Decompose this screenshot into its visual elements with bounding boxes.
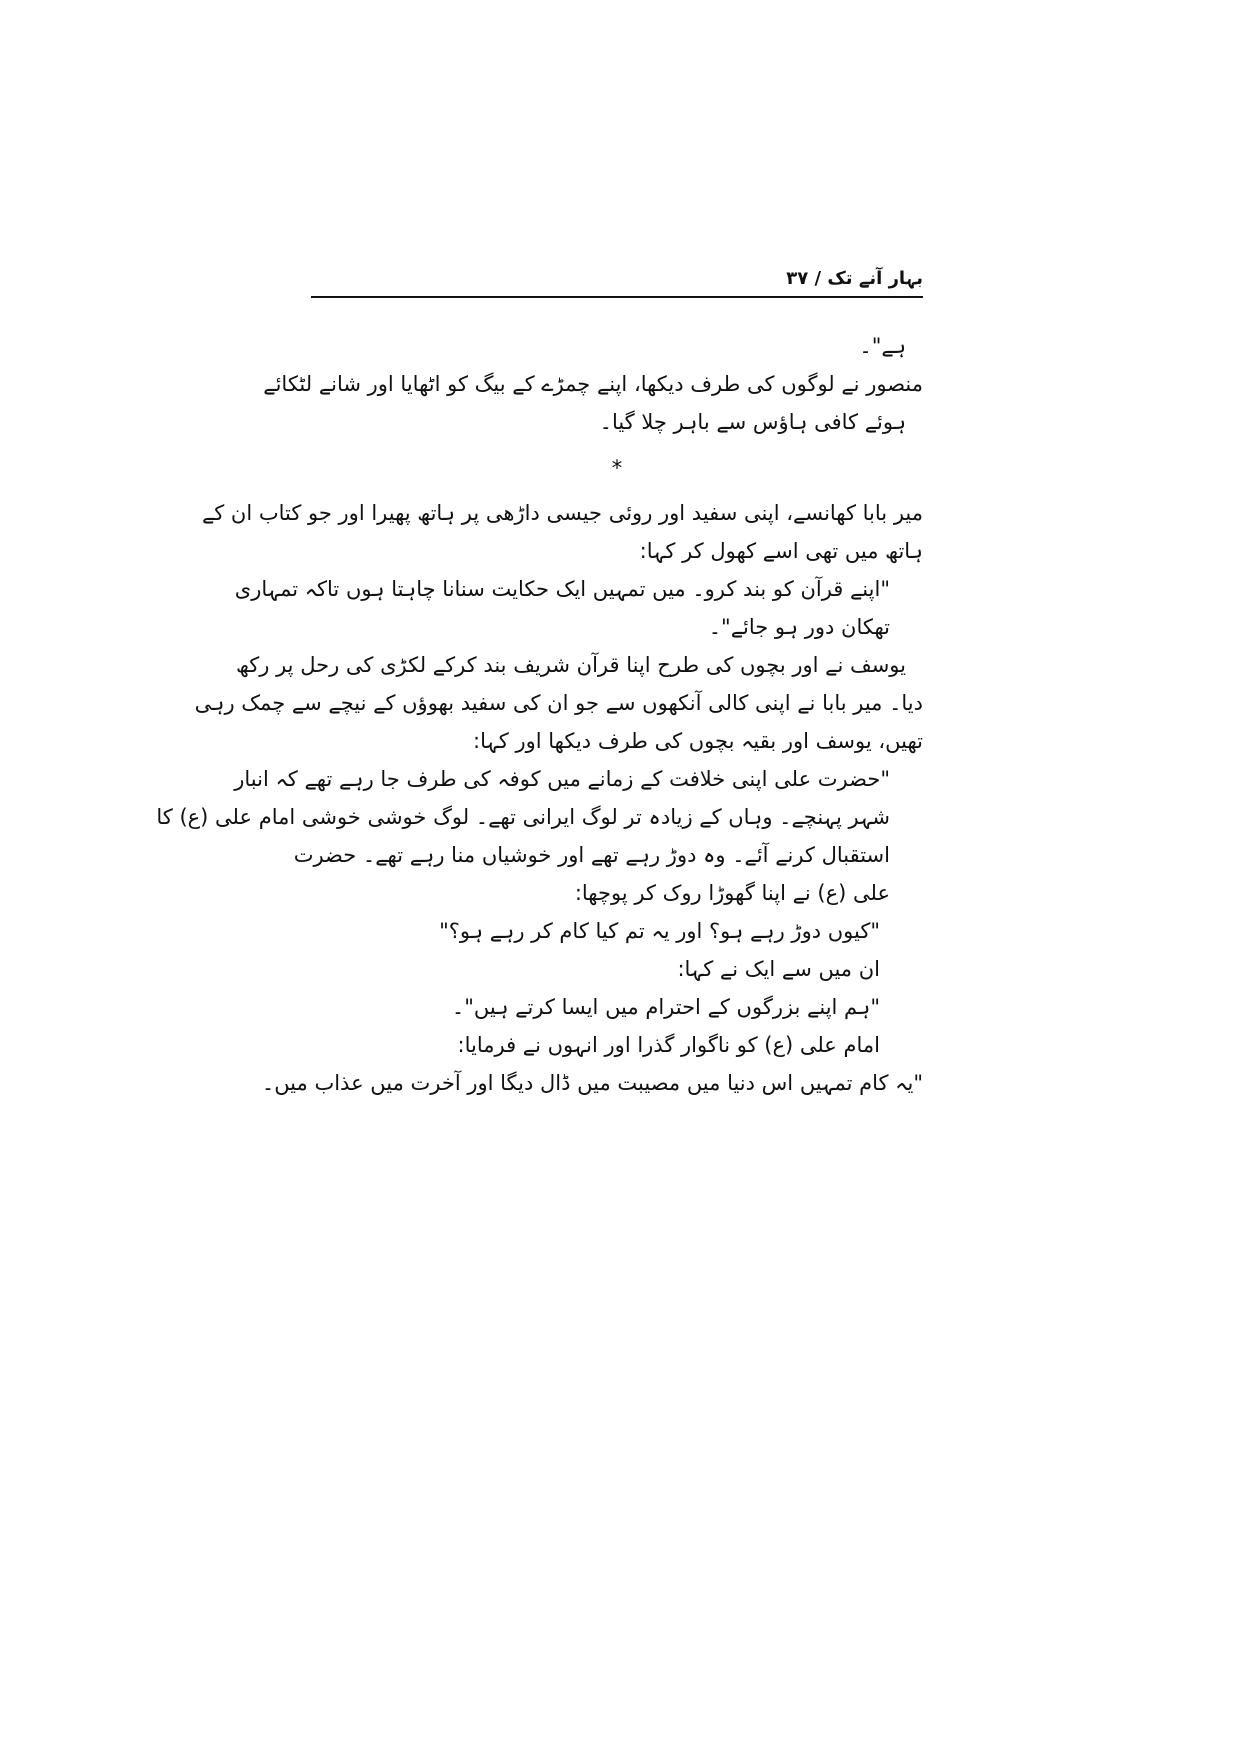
- running-header: [311, 268, 923, 296]
- text-line: دیا۔ میر بابا نے اپنی کالی آنکھوں سے جو ان کی سفید بھوؤں کے نیچے سے چمک رہی: [194, 691, 923, 715]
- section-break: *: [611, 456, 623, 480]
- text-line: "یہ کام تمہیں اس دنیا میں مصیبت میں ڈال دیگا اور آخرت میں عذاب میں۔: [261, 1071, 923, 1095]
- text-line: شہر پہنچے۔ وہاں کے زیادہ تر لوگ ایرانی تھے۔ لوگ خوشی خوشی امام علی (ع) کا: [156, 805, 890, 829]
- text-line: استقبال کرنے آئے۔ وہ دوڑ رہے تھے اور خوشیاں منا رہے تھے۔ حضرت: [293, 843, 890, 867]
- text-line: منصور نے لوگوں کی طرف دیکھا، اپنے چمڑے کے بیگ کو اٹھایا اور شانے لٹکائے: [263, 372, 923, 396]
- text-line: "ہم اپنے بزرگوں کے احترام میں ایسا کرتے ہیں"۔: [451, 995, 880, 1019]
- text-line: "اپنے قرآن کو بند کرو۔ میں تمہیں ایک حکایت سنانا چاہتا ہوں تاکہ تمہاری: [234, 577, 890, 601]
- text-line: علی (ع) نے اپنا گھوڑا روک کر پوچھا:: [574, 881, 890, 905]
- text-line: تھکان دور ہو جائے"۔: [708, 615, 890, 639]
- text-line: ہاتھ میں تھی اسے کھول کر کہا:: [639, 539, 923, 563]
- text-line: امام علی (ع) کو ناگوار گذرا اور انہوں نے فرمایا:: [457, 1033, 880, 1057]
- header-title: بہار آنے تک / ۳۷: [786, 268, 923, 289]
- header-rule: [311, 296, 923, 298]
- text-line: ان میں سے ایک نے کہا:: [677, 957, 880, 981]
- text-line: "حضرت علی اپنی خلافت کے زمانے میں کوفہ کی طرف جا رہے تھے کہ انبار: [234, 767, 890, 791]
- text-line: تھیں، یوسف اور بقیہ بچوں کی طرف دیکھا اور کہا:: [473, 729, 923, 753]
- text-line: میر بابا کھانسے، اپنی سفید اور روئی جیسی داڑھی پر ہاتھ پھیرا اور جو کتاب ان کے: [201, 501, 923, 525]
- text-line: "کیوں دوڑ رہے ہو؟ اور یہ تم کیا کام کر رہے ہو؟": [439, 919, 880, 943]
- text-line: ہوئے کافی ہاؤس سے باہر چلا گیا۔: [599, 410, 906, 434]
- text-line: یوسف نے اور بچوں کی طرح اپنا قرآن شریف بند کرکے لکڑی کی رحل پر رکھ: [236, 653, 906, 677]
- text-line: ہے"۔: [859, 334, 906, 358]
